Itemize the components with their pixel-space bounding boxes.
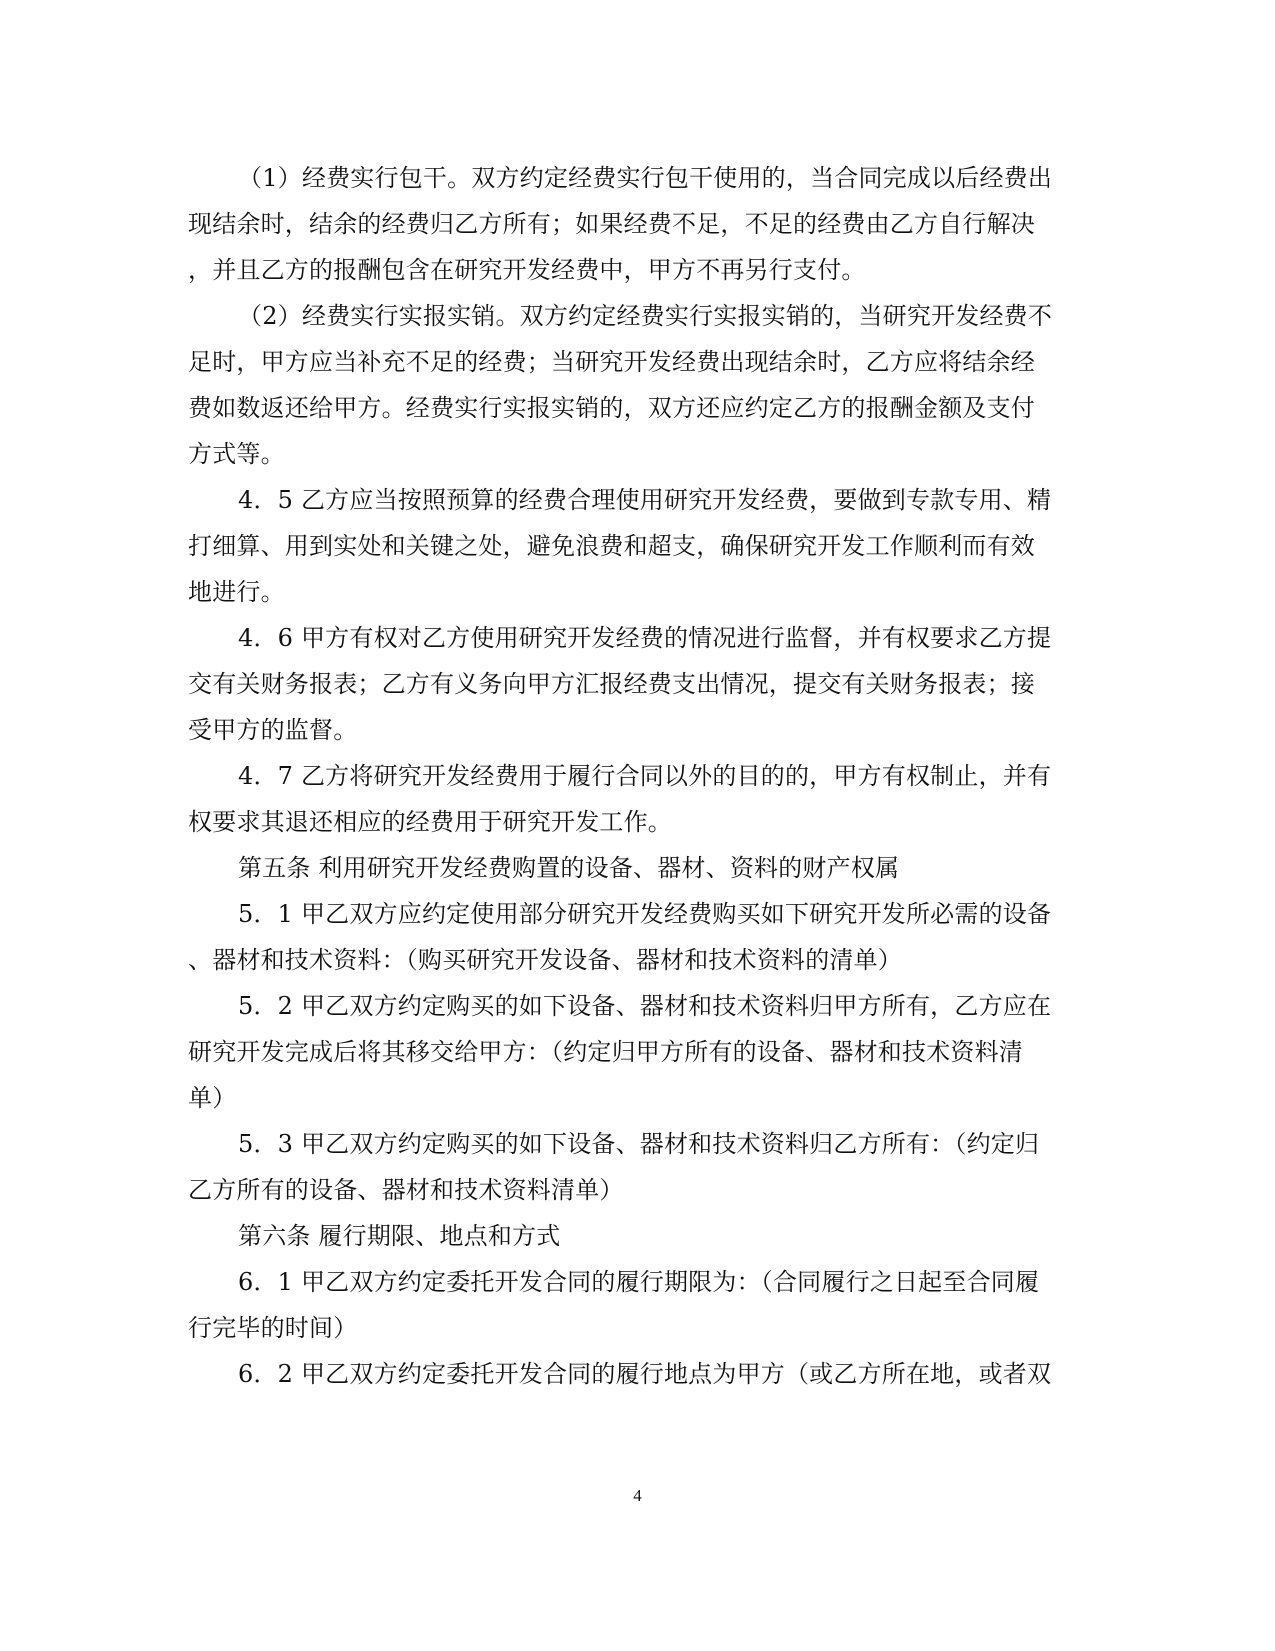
text-line: 4．5 乙方应当按照预算的经费合理使用研究开发经费，要做到专款专用、精 bbox=[238, 486, 1052, 514]
text-line: 研究开发完成后将其移交给甲方：（约定归甲方所有的设备、器材和技术资料清 bbox=[188, 1038, 1023, 1066]
text-line: 5．3 甲乙双方约定购买的如下设备、器材和技术资料归乙方所有：（约定归 bbox=[238, 1130, 1040, 1158]
document-body bbox=[188, 155, 1068, 1397]
text-line: 权要求其退还相应的经费用于研究开发工作。 bbox=[188, 808, 672, 836]
text-line: （2）经费实行实报实销。双方约定经费实行实报实销的，当研究开发经费不 bbox=[238, 302, 1053, 330]
text-line: 6．1 甲乙双方约定委托开发合同的履行期限为：（合同履行之日起至合同履 bbox=[238, 1268, 1040, 1296]
text-line: 行完毕的时间） bbox=[188, 1314, 358, 1342]
text-line: 5．2 甲乙双方约定购买的如下设备、器材和技术资料归甲方所有，乙方应在 bbox=[238, 992, 1052, 1020]
text-line: 6．2 甲乙双方约定委托开发合同的履行地点为甲方（或乙方所在地，或者双 bbox=[238, 1360, 1052, 1388]
text-line: 5．1 甲乙双方应约定使用部分研究开发经费购买如下研究开发所必需的设备 bbox=[238, 900, 1052, 928]
text-line: 足时，甲方应当补充不足的经费；当研究开发经费出现结余时，乙方应将结余经 bbox=[188, 348, 1035, 376]
text-line: 、器材和技术资料：（购买研究开发设备、器材和技术资料的清单） bbox=[188, 946, 902, 974]
text-line: 单） bbox=[188, 1084, 237, 1112]
text-line: 打细算、用到实处和关键之处，避免浪费和超支，确保研究开发工作顺利而有效 bbox=[188, 532, 1035, 560]
section-heading: 第六条 履行期限、地点和方式 bbox=[238, 1222, 561, 1250]
text-line: ，并且乙方的报酬包含在研究开发经费中，甲方不再另行支付。 bbox=[188, 256, 866, 284]
text-line: 方式等。 bbox=[188, 440, 285, 468]
page-number: 4 bbox=[633, 1486, 642, 1505]
text-line: 费如数返还给甲方。经费实行实报实销的，双方还应约定乙方的报酬金额及支付 bbox=[188, 394, 1035, 422]
section-heading: 第五条 利用研究开发经费购置的设备、器材、资料的财产权属 bbox=[238, 854, 900, 882]
text-line: 地进行。 bbox=[188, 578, 285, 606]
text-line: 受甲方的监督。 bbox=[188, 716, 358, 744]
text-line: 4．6 甲方有权对乙方使用研究开发经费的情况进行监督，并有权要求乙方提 bbox=[238, 624, 1052, 652]
text-line: 4．7 乙方将研究开发经费用于履行合同以外的目的的，甲方有权制止，并有 bbox=[238, 762, 1052, 790]
text-line: （1）经费实行包干。双方约定经费实行包干使用的，当合同完成以后经费出 bbox=[238, 164, 1053, 192]
text-line: 现结余时，结余的经费归乙方所有；如果经费不足，不足的经费由乙方自行解决 bbox=[188, 210, 1035, 238]
text-line: 乙方所有的设备、器材和技术资料清单） bbox=[188, 1176, 624, 1204]
text-line: 交有关财务报表；乙方有义务向甲方汇报经费支出情况，提交有关财务报表；接 bbox=[188, 670, 1035, 698]
